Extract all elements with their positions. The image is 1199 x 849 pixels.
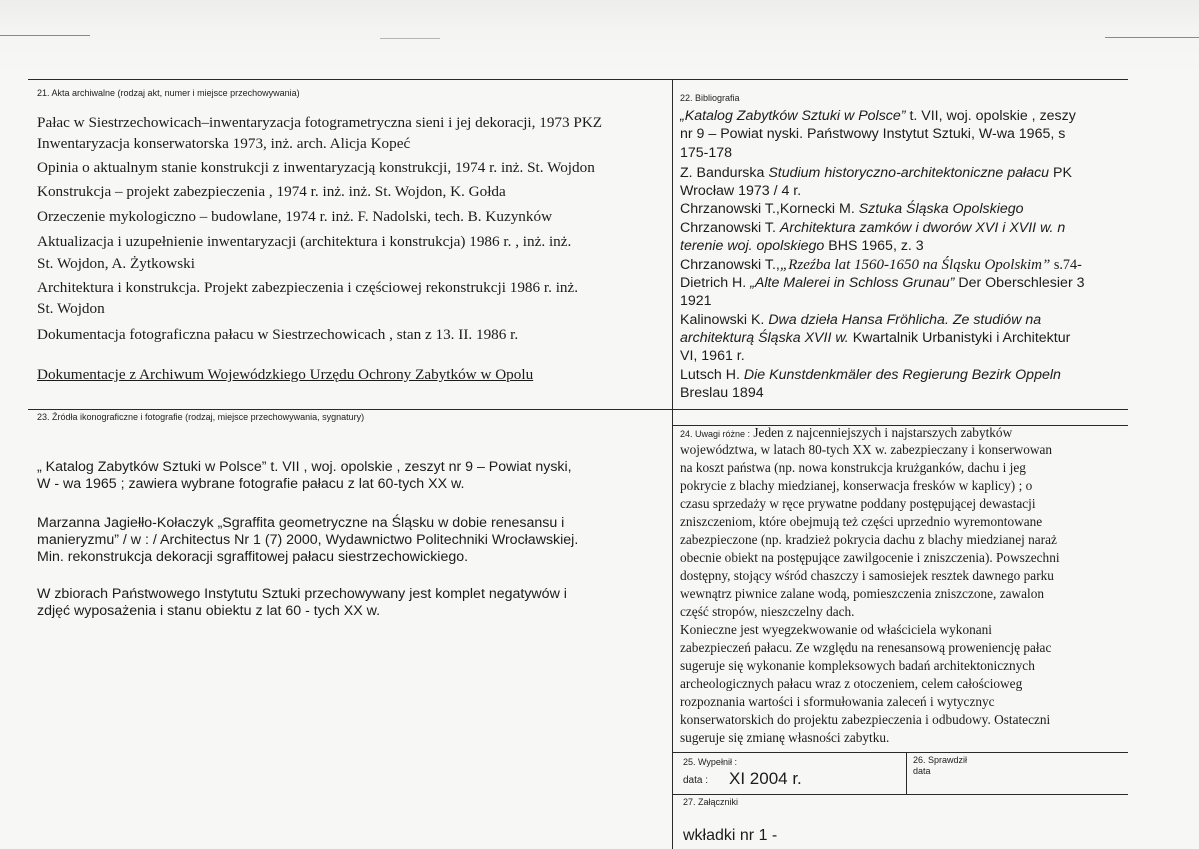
section-22-bibliography bbox=[680, 100, 1130, 410]
filled-date-label: data : bbox=[683, 775, 709, 786]
archival-entry: Opinia o aktualnym stanie konstrukcji z inwentaryzacją konstrukcji, 1974 r. inż. St. Wojdon bbox=[37, 159, 595, 176]
archival-entry-underlined: Dokumentacje z Archiwum Wojewódzkiego Urzędu Ochrony Zabytków w Opolu bbox=[37, 366, 534, 383]
remarks-line: pokrycie z blachy miedzianej, konserwacja fresków w kaplicy) ; o bbox=[680, 478, 1033, 493]
bibliography-line: Wrocław 1973 / 4 r. bbox=[680, 183, 802, 199]
remarks-line: wewnątrz piwnice zalane wodą, pomieszczenia zniszczone, zawalon bbox=[680, 586, 1045, 601]
bibliography-line: Kalinowski K. Dwa dzieła Hansa Fröhlicha. Ze studiów na bbox=[680, 312, 1042, 328]
remarks-line: część stropów, nieszczelny dach. bbox=[680, 604, 855, 619]
section-23-label: 23. Źródła ikonograficzne i fotografie (rodzaj, miejsce przechowywania, sygnatury) bbox=[37, 412, 365, 422]
top-rule bbox=[28, 79, 1128, 80]
bibliography-line: VI, 1961 r. bbox=[680, 348, 745, 364]
attachments-value: wkładki nr 1 - bbox=[683, 827, 778, 844]
bibliography-line: Chrzanowski T.,„Rzeźba lat 1560-1650 na Śląsku Opolskim” s.74- bbox=[680, 257, 1082, 273]
archival-entry: Inwentaryzacja konserwatorska 1973, inż. arch. Alicja Kopeć bbox=[37, 135, 411, 152]
bibliography-line: architekturą Śląska XVII w. Kwartalnik Urbanistyki i Architektur bbox=[680, 330, 1071, 346]
archival-entry: Aktualizacja i uzupełnienie inwentaryzacji (architektura i konstrukcja) 1986 r. , inż. inż. bbox=[37, 233, 572, 250]
remarks-first-line: 24. Uwagi różne : Jeden z najcenniejszych i najstarszych zabytków bbox=[680, 425, 1013, 440]
section-24-label: 24. Uwagi różne : bbox=[680, 429, 751, 439]
remarks-line: dostępny, stojący wśród chaszczy i samosiejek resztek dawnego parku bbox=[680, 568, 1054, 583]
source-line: Min. rekonstrukcja dekoracji sgraffitowej pałacu siestrzechowickiego. bbox=[37, 549, 469, 565]
remarks-line: archeologicznych pałacu wraz z otoczeniem, celem całościoweg bbox=[680, 676, 1023, 691]
bibliography-line: Chrzanowski T. Architektura zamków i dworów XVI i XVII w. n bbox=[680, 220, 1066, 236]
bibliography-line: nr 9 – Powiat nyski. Państwowy Instytut Sztuki, W-wa 1965, s bbox=[680, 126, 1066, 142]
remarks-line: województwa, w latach 80-tych XX w. zabezpieczany i konserwowan bbox=[680, 442, 1053, 457]
remarks-line: rozpoznania wartości i sformułowania zaleceń i wytycznyc bbox=[680, 694, 995, 709]
section-divider bbox=[672, 794, 1128, 795]
bibliography-line: Dietrich H. „Alte Malerei in Schloss Grunau” Der Oberschlesier 3 bbox=[680, 275, 1085, 291]
section-26-label: 26. Sprawdził bbox=[913, 755, 968, 765]
scan-artifact bbox=[0, 35, 90, 36]
archival-entry: Dokumentacja fotograficzna pałacu w Siestrzechowicach , stan z 13. II. 1986 r. bbox=[37, 326, 519, 343]
bibliography-line: „Katalog Zabytków Sztuki w Polsce” t. VII, woj. opolskie , zeszy bbox=[680, 108, 1076, 124]
section-21-label: 21. Akta archiwalne (rodzaj akt, numer i miejsce przechowywania) bbox=[37, 88, 300, 98]
bibliography-line: 1921 bbox=[680, 293, 712, 309]
archival-entry: St. Wojdon, A. Żytkowski bbox=[37, 255, 195, 272]
scan-artifact bbox=[1105, 37, 1199, 38]
bibliography-line: terenie woj. opolskiego BHS 1965, z. 3 bbox=[680, 238, 924, 254]
archival-entry: Architektura i konstrukcja. Projekt zabezpieczenia i częściowej rekonstrukcji 1986 r. inż. bbox=[37, 279, 579, 296]
remarks-line: sugeruje się wykonanie kompleksowych badań architektonicznych bbox=[680, 658, 1035, 673]
box-divider bbox=[906, 752, 907, 794]
section-22-label: 22. Bibliografia bbox=[680, 93, 740, 103]
scan-header-band bbox=[0, 0, 1199, 76]
bibliography-line: Lutsch H. Die Kunstdenkmäler des Regierung Bezirk Oppeln bbox=[680, 367, 1061, 383]
archival-entry: Orzeczenie mykologiczno – budowlane, 1974 r. inż. F. Nadolski, tech. B. Kuzynków bbox=[37, 208, 553, 225]
checked-date-label: data bbox=[913, 766, 931, 776]
remarks-line: konserwatorskich do projektu zabezpieczenia i odbudowy. Ostateczni bbox=[680, 712, 1051, 727]
remarks-line: zabezpieczone (np. kradzież pokrycia dachu z blachy miedzianej naraż bbox=[680, 532, 1057, 547]
remarks-line: sugeruje się zmianę własności zabytku. bbox=[680, 730, 890, 745]
section-25-label: 25. Wypełnił : bbox=[683, 757, 737, 767]
remarks-line: obecnie obiekt na postępujące zawilgocenie i zniszczenia). Powszechni bbox=[680, 550, 1060, 565]
source-line: W - wa 1965 ; zawiera wybrane fotografie pałacu z lat 60-tych XX w. bbox=[37, 476, 465, 492]
remarks-line: zabezpieczeń pałacu. Ze względu na renesansową proweniencję pałac bbox=[680, 640, 1052, 655]
bibliography-line: 175-178 bbox=[680, 145, 733, 161]
remarks-line: na koszt państwa (np. nowa konstrukcja krużganków, dachu i jeg bbox=[680, 460, 1026, 475]
section-27-label: 27. Załączniki bbox=[683, 797, 739, 807]
filled-date-value: XI 2004 r. bbox=[729, 769, 802, 788]
bibliography-line: Breslau 1894 bbox=[680, 385, 764, 401]
section-24-remarks bbox=[680, 422, 1130, 752]
scan-artifact bbox=[380, 38, 440, 39]
remarks-line: czasu sprzedaży w ręce prywatne poddany postępującej dewastacji bbox=[680, 496, 1036, 511]
source-line: „ Katalog Zabytków Sztuki w Polsce” t. VII , woj. opolskie , zeszyt nr 9 – Powiat nyski, bbox=[37, 459, 572, 475]
archival-entry: Pałac w Siestrzechowicach–inwentaryzacja fotogrametryczna sieni i jej dekoracji, 1973 PKZ bbox=[37, 114, 603, 131]
source-line: Marzanna Jagiełło-Kołaczyk „Sgraffita geometryczne na Śląsku w dobie renesansu i bbox=[37, 515, 565, 531]
bibliography-line: Z. Bandurska Studium historyczno-architektoniczne pałacu PK bbox=[680, 165, 1072, 181]
section-divider bbox=[672, 752, 1128, 753]
source-line: manieryzmu” / w : / Architectus Nr 1 (7) 2000, Wydawnictwo Politechniki Wrocławskiej. bbox=[37, 532, 579, 548]
column-divider bbox=[672, 79, 673, 849]
archival-entry: St. Wojdon bbox=[37, 300, 105, 317]
remarks-line: zniszczeniom, które obejmują też części uprzednio wyremontowane bbox=[680, 514, 1043, 529]
archival-entry: Konstrukcja – projekt zabezpieczenia , 1974 r. inż. inż. St. Wojdon, K. Gołda bbox=[37, 183, 506, 200]
remarks-line: Konieczne jest wyegzekwowanie od właściciela wykonani bbox=[680, 622, 992, 637]
bibliography-line: Chrzanowski T.,Kornecki M. Sztuka Śląska Opolskiego bbox=[680, 201, 1024, 217]
source-line: zdjęć wyposażenia i stanu obiektu z lat 60 - tych XX w. bbox=[37, 603, 381, 619]
source-line: W zbiorach Państwowego Instytutu Sztuki przechowywany jest komplet negatywów i bbox=[37, 586, 567, 602]
